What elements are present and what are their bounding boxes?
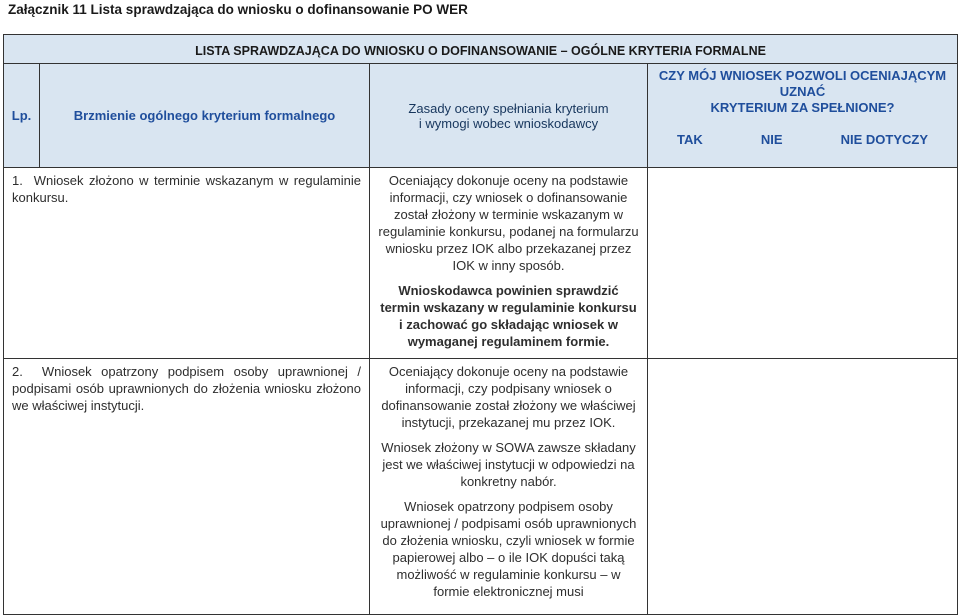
row1-criterion-cell [4, 168, 370, 359]
row2-criterion [4, 359, 369, 414]
row2-number: 2. [12, 364, 23, 379]
row1-answer-cell[interactable] [648, 168, 958, 359]
document-title: Załącznik 11 Lista sprawdzająca do wniosku o dofinansowanie PO WER [8, 2, 468, 17]
answer-tak: TAK [677, 132, 703, 147]
row1-rule-2: Wnioskodawca powinien sprawdzić termin wskazany w regulaminie konkursu i zachować go składając wniosek w wymaganej regulaminem formie. [380, 283, 637, 349]
table-title: LISTA SPRAWDZAJĄCA DO WNIOSKU O DOFINANSOWANIE – OGÓLNE KRYTERIA FORMALNE [4, 35, 958, 64]
row2-criterion-text: Wniosek opatrzony podpisem osoby uprawnionej / podpisami osób uprawnionych do złożenia wniosku złożono we właściwej instytucji. [12, 364, 361, 413]
row1-criterion [4, 168, 369, 206]
row2-rule-2: Wniosek złożony w SOWA zawsze składany jest we właściwej instytucji w odpowiedzi na konkretny nabór. [381, 440, 636, 489]
table-title-row [4, 35, 958, 64]
column-header-row [4, 64, 958, 168]
question-text [648, 64, 957, 116]
rules-header-line2: i wymogi wobec wnioskodawcy [418, 115, 599, 131]
rules-header-line1: Zasady oceny spełniania kryterium [408, 100, 609, 116]
row1-rules-cell [370, 168, 648, 359]
row1-rule-1: Oceniający dokonuje oceny na podstawie informacji, czy wniosek o dofinansowanie został złożony w terminie wskazanym w regulaminie konkursu, podanej na formularzu wniosku przez IOK albo przekazanej przez IOK w inny sposób. [378, 173, 639, 273]
row2-rules-cell [370, 359, 648, 615]
row2-rule-3: Wniosek opatrzony podpisem osoby uprawnionej / podpisami osób uprawnionych do złożenia wniosku, czyli wniosek w formie papierowej albo – o ile IOK dopuści taką możliwość w regulaminie konkursu – w formie elektronicznej musi [380, 499, 637, 599]
row2-rules [370, 359, 647, 600]
rules-header [370, 64, 648, 168]
table-row [4, 359, 958, 615]
row2-answer-cell[interactable] [648, 359, 958, 615]
answer-nie-dotyczy: NIE DOTYCZY [840, 132, 928, 147]
lp-header: Lp. [4, 64, 40, 168]
question-line1: CZY MÓJ WNIOSEK POZWOLI OCENIAJĄCYM [658, 68, 947, 83]
row1-criterion-text: Wniosek złożono w terminie wskazanym w regulaminie konkursu. [12, 173, 361, 205]
question-line2: UZNAĆ [779, 84, 826, 99]
row2-criterion-cell [4, 359, 370, 615]
answer-options [648, 116, 957, 147]
row1-number: 1. [12, 173, 23, 188]
criterion-header: Brzmienie ogólnego kryterium formalnego [40, 64, 370, 168]
question-line3: KRYTERIUM ZA SPEŁNIONE? [710, 100, 895, 115]
table-row [4, 168, 958, 359]
row2-rule-1: Oceniający dokonuje oceny na podstawie informacji, czy podpisany wniosek o dofinansowanie został złożony we właściwej instytucji, przekazanej mu przez IOK. [381, 364, 636, 430]
question-header [648, 64, 958, 168]
row1-rules [370, 168, 647, 350]
answer-nie: NIE [760, 132, 783, 147]
checklist-table [3, 34, 958, 615]
